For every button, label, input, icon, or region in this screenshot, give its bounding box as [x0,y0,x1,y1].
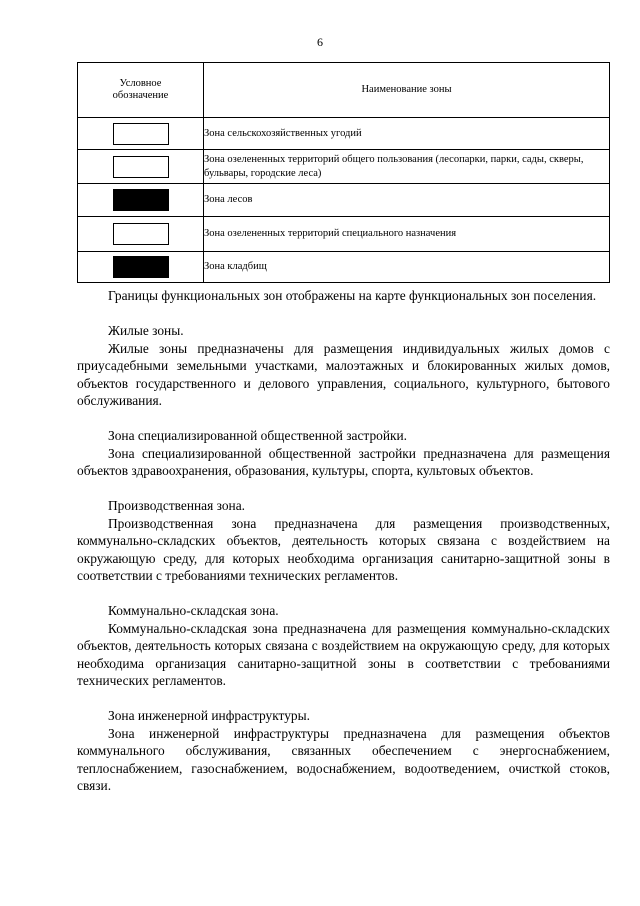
legend-zone-name: Зона сельскохозяйственных угодий [204,118,610,150]
legend-swatch-black [113,189,169,211]
legend-header-row [78,63,610,118]
section-text-production: Производственная зона предназначена для размещения производственных, коммунально-складских объектов, деятельность которых связана с воздействием на окружающую среду, для которых необходима организация санитарно-защитной зоны в соответствии с требованиями технических регламентов. [77,515,610,583]
legend-zone-name: Зона озелененных территорий общего пользования (лесопарки, парки, сады, скверы, бульвары, городские леса) [204,150,610,184]
legend-row [78,184,610,217]
header-symbol-line2: обозначение [112,90,169,101]
legend-row [78,217,610,252]
legend-row [78,150,610,184]
intro-paragraph: Границы функциональных зон отображены на карте функциональных зон поселения. [108,288,597,303]
legend-swatch-white [113,123,169,145]
legend-row [78,118,610,150]
section-text-residential: Жилые зоны предназначены для размещения индивидуальных жилых домов с приусадебными земельными участками, малоэтажных и блокированных жилых домов, объектов государственного и делового управления, социального, культурного, бытового обслуживания. [77,340,610,408]
legend-table [77,62,610,283]
page-number: 6 [317,35,323,49]
section-title-infrastructure: Зона инженерной инфраструктуры. [108,708,310,723]
legend-zone-name: Зона лесов [204,184,610,217]
legend-swatch-white [113,223,169,245]
header-symbol [78,63,204,118]
legend-row [78,252,610,283]
legend-swatch-black [113,256,169,278]
section-title-production: Производственная зона. [108,498,245,513]
section-title-residential: Жилые зоны. [108,323,184,338]
legend-swatch-white [113,156,169,178]
legend-zone-name: Зона кладбищ [204,252,610,283]
body-text [77,287,610,795]
section-title-warehouse: Коммунально-складская зона. [108,603,279,618]
section-text-public-buildings: Зона специализированной общественной застройки предназначена для размещения объектов здравоохранения, образования, культуры, спорта, культовых объектов. [77,445,610,478]
section-text-infrastructure: Зона инженерной инфраструктуры предназначена для размещения объектов коммунального обслуживания, связанных обеспечением с энергоснабжением, теплоснабжением, газоснабжением, водоснабжением, водоотведением, очисткой стоков, связи. [77,725,610,793]
header-symbol-line1: Условное [119,78,162,89]
legend-zone-name: Зона озелененных территорий специального назначения [204,217,610,252]
header-zone-name: Наименование зоны [204,63,610,118]
section-text-warehouse: Коммунально-складская зона предназначена для размещения коммунально-складских объектов, деятельность которых связана с воздействием на окружающую среду, для которых необходима организация санитарно-защитной зоны в соответствии с требованиями технических регламентов. [77,620,610,688]
section-title-public-buildings: Зона специализированной общественной застройки. [108,428,408,443]
